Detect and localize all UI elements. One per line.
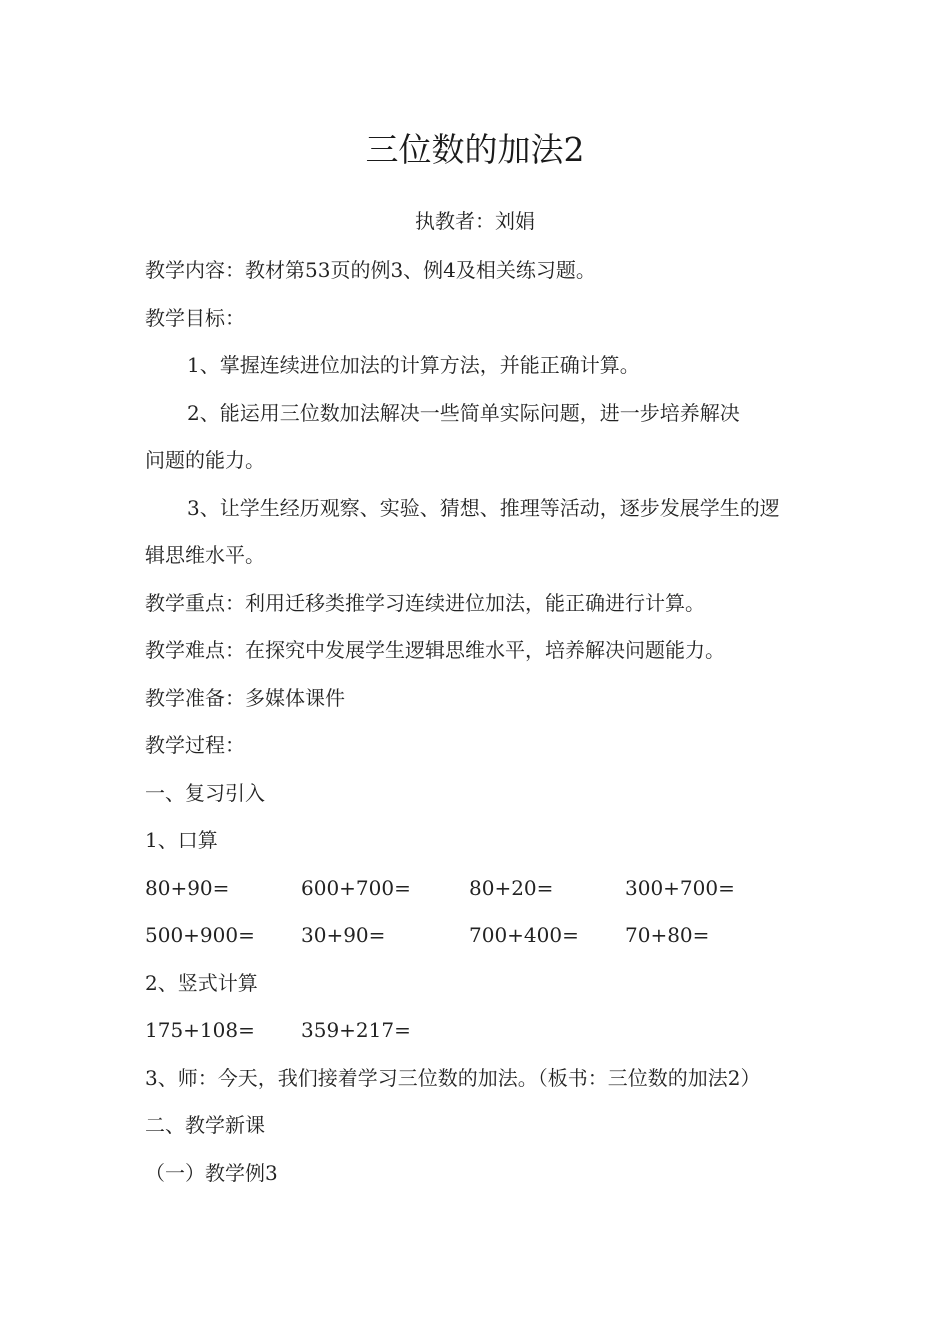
oral-calc-heading: 1、口算 — [145, 828, 218, 852]
goal-3-continued: 辑思维水平。 — [145, 543, 265, 567]
goal-2-continued: 问题的能力。 — [145, 448, 265, 472]
expression: 300+700= — [625, 875, 735, 900]
expression: 30+90= — [301, 923, 386, 947]
example-3-heading: （一）教学例3 — [145, 1160, 278, 1185]
goal-3: 3、让学生经历观察、实验、猜想、推理等活动，逐步发展学生的逻 — [187, 495, 780, 520]
section-review-heading: 一、复习引入 — [145, 780, 265, 805]
teacher-intro: 3、师：今天，我们接着学习三位数的加法。（板书：三位数的加法2） — [145, 1065, 761, 1090]
expression: 359+217= — [301, 1018, 411, 1042]
expression: 500+900= — [145, 923, 255, 947]
teaching-preparation: 教学准备：多媒体课件 — [145, 685, 345, 710]
teaching-key-points: 教学重点：利用迁移类推学习连续进位加法，能正确进行计算。 — [145, 590, 705, 615]
vertical-calc-heading: 2、竖式计算 — [145, 970, 258, 995]
oral-calc-row — [145, 916, 810, 964]
goal-1: 1、掌握连续进位加法的计算方法，并能正确计算。 — [187, 353, 640, 377]
document-title: 三位数的加法2 — [365, 130, 585, 169]
expression: 70+80= — [625, 923, 710, 947]
document-body — [145, 251, 810, 1201]
teaching-difficulties: 教学难点：在探究中发展学生逻辑思维水平，培养解决问题能力。 — [145, 638, 725, 662]
section-new-lesson-heading: 二、教学新课 — [145, 1113, 265, 1137]
teaching-content: 教学内容：教材第53页的例3、例4及相关练习题。 — [145, 258, 596, 282]
teaching-process-heading: 教学过程： — [145, 733, 245, 757]
expression: 80+90= — [145, 875, 230, 900]
expression: 600+700= — [301, 875, 411, 900]
teaching-goals-heading: 教学目标： — [145, 305, 245, 330]
expression: 700+400= — [469, 923, 579, 947]
expression: 80+20= — [469, 875, 554, 900]
author-line: 执教者：刘娟 — [415, 209, 535, 233]
expression: 175+108= — [145, 1018, 255, 1042]
vertical-calc-row — [145, 1011, 810, 1059]
oral-calc-row — [145, 869, 810, 917]
goal-2: 2、能运用三位数加法解决一些简单实际问题，进一步培养解决 — [187, 400, 740, 425]
